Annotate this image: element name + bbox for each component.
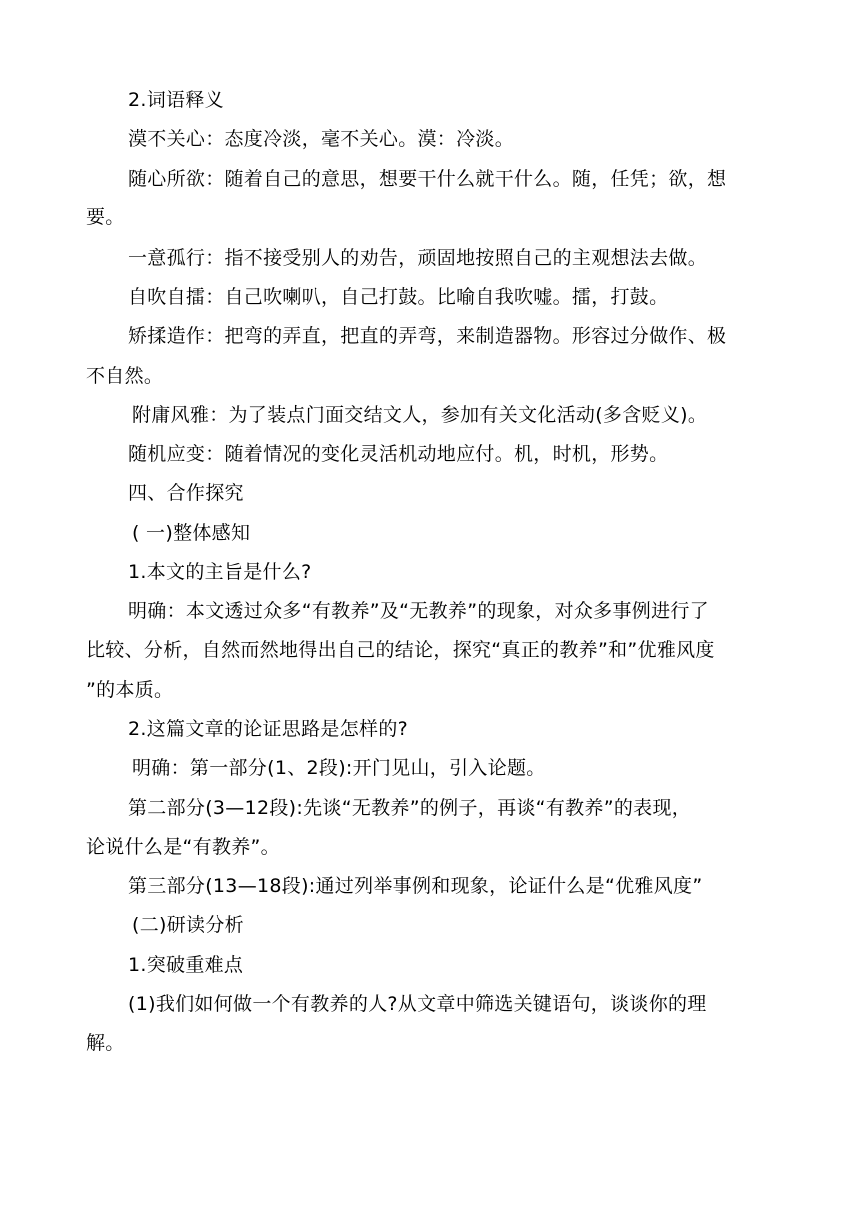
question-line-continued: 解。 bbox=[86, 1032, 125, 1054]
subsection-heading-overall-perception: ( 一)整体感知 bbox=[132, 522, 251, 544]
answer-line: 明确：本文透过众多“有教养”及“无教养”的现象，对众多事例进行了 bbox=[128, 600, 709, 622]
heading-word-definitions: 2.词语释义 bbox=[128, 89, 224, 111]
definition-line-continued: 要。 bbox=[86, 206, 125, 228]
question-line: (1)我们如何做一个有教养的人?从文章中筛选关键语句，谈谈你的理 bbox=[128, 993, 707, 1015]
definition-line: 漠不关心：态度冷淡，毫不关心。漠：冷淡。 bbox=[128, 128, 515, 150]
answer-line: 第三部分(13—18段):通过列举事例和现象，论证什么是“优雅风度” bbox=[128, 875, 703, 897]
section-heading-cooperative-inquiry: 四、合作探究 bbox=[128, 482, 244, 504]
answer-line-continued: 比较、分析，自然而然地得出自己的结论，探究“真正的教养”和”优雅风度 bbox=[86, 639, 715, 661]
answer-line-continued: 论说什么是“有教养”。 bbox=[86, 836, 280, 858]
answer-line-continued: ”的本质。 bbox=[86, 679, 174, 701]
question-line: 1.本文的主旨是什么? bbox=[128, 561, 312, 583]
definition-line: 随心所欲：随着自己的意思，想要干什么就干什么。随，任凭；欲，想 bbox=[128, 168, 727, 190]
definition-line-continued: 不自然。 bbox=[86, 365, 164, 387]
definition-line: 附庸风雅：为了装点门面交结文人，参加有关文化活动(多含贬义)。 bbox=[132, 404, 708, 426]
definition-line: 矫揉造作：把弯的弄直，把直的弄弯，来制造器物。形容过分做作、极 bbox=[128, 325, 727, 347]
definition-line: 自吹自擂：自己吹喇叭，自己打鼓。比喻自我吹嘘。擂，打鼓。 bbox=[128, 286, 669, 308]
definition-line: 一意孤行：指不接受别人的劝告，顽固地按照自己的主观想法去做。 bbox=[128, 247, 708, 269]
answer-line: 第二部分(3—12段):先谈“无教养”的例子，再谈“有教养”的表现， bbox=[128, 797, 692, 819]
subsection-heading-study-analysis: (二)研读分析 bbox=[132, 914, 244, 936]
answer-line: 明确：第一部分(1、2段):开门见山，引入论题。 bbox=[132, 757, 546, 779]
question-line: 1.突破重难点 bbox=[128, 954, 244, 976]
definition-line: 随机应变：随着情况的变化灵活机动地应付。机，时机，形势。 bbox=[128, 443, 669, 465]
question-line: 2.这篇文章的论证思路是怎样的? bbox=[128, 718, 409, 740]
